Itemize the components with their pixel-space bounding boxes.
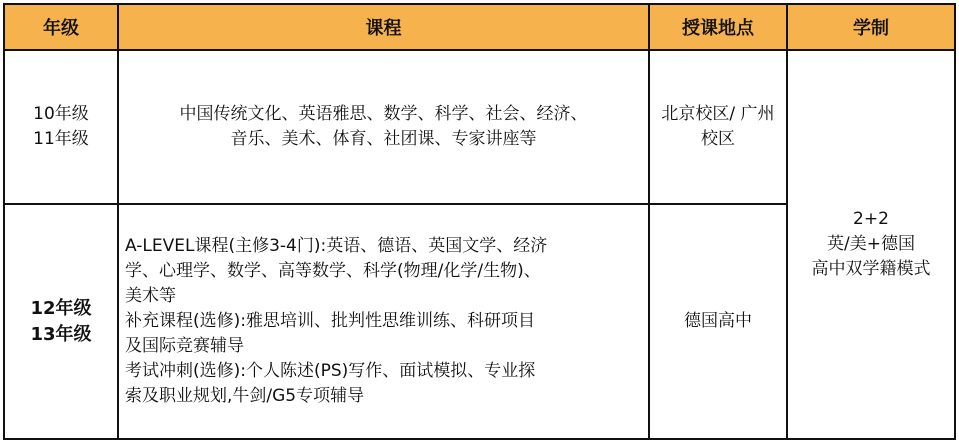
course-line: 美术等 (125, 286, 176, 306)
grade-line: 10年级 (33, 104, 89, 124)
table-row (4, 50, 955, 204)
grade-line: 12年级 (30, 297, 92, 319)
system-line: 2+2 (853, 209, 889, 229)
course-line: A-LEVEL课程(主修3-4门):英语、德语、英国文学、经济 (125, 236, 548, 256)
location-cell: 德国高中 (649, 204, 787, 439)
course-line: 中国传统文化、英语雅思、数学、科学、社会、经济、 (179, 104, 588, 124)
system-cell (787, 50, 955, 439)
course-line: 学、心理学、数学、高等数学、科学(物理/化学/生物)、 (125, 261, 541, 281)
system-line: 高中双学籍模式 (811, 259, 931, 279)
grade-cell (4, 204, 118, 439)
header-row (4, 4, 955, 50)
course-line: 索及职业规划,牛剑/G5专项辅导 (125, 386, 365, 406)
location-cell: 北京校区/ 广州校区 (649, 50, 787, 204)
course-cell (118, 204, 649, 439)
course-line: 补充课程(选修):雅思培训、批判性思维训练、科研项目 (125, 311, 535, 331)
grade-cell (4, 50, 118, 204)
header-course: 课程 (118, 4, 649, 50)
grade-line: 11年级 (33, 129, 89, 149)
course-line: 及国际竞赛辅导 (125, 336, 244, 356)
header-system: 学制 (787, 4, 955, 50)
course-line: 考试冲刺(选修):个人陈述(PS)写作、面试模拟、专业探 (125, 361, 536, 381)
header-location: 授课地点 (649, 4, 787, 50)
grade-line: 13年级 (30, 323, 92, 345)
curriculum-table (3, 3, 956, 440)
course-cell (118, 50, 649, 204)
system-line: 英/美+德国 (827, 234, 915, 254)
header-grade: 年级 (4, 4, 118, 50)
course-line: 音乐、美术、体育、社团课、专家讲座等 (230, 129, 537, 149)
